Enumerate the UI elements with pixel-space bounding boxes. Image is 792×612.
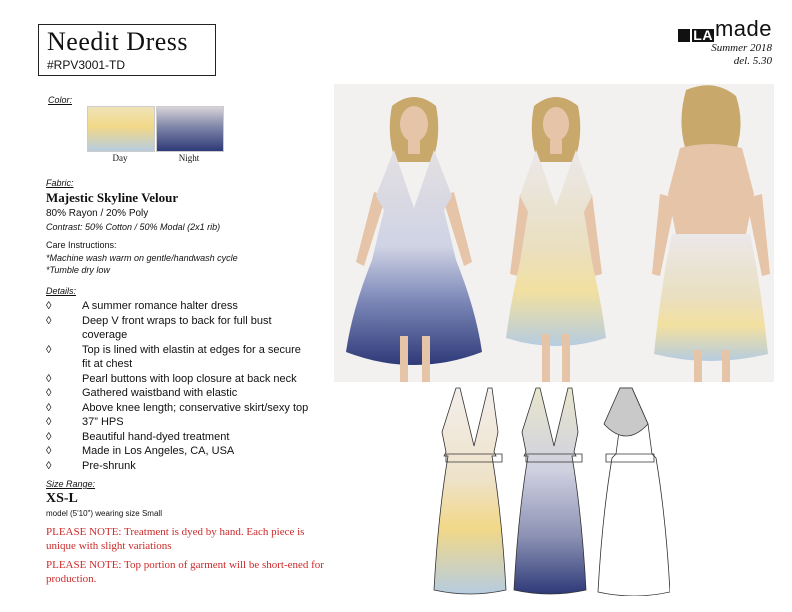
fabric-name: Majestic Skyline Velour	[46, 190, 179, 205]
detail-item	[46, 444, 336, 459]
detail-text: Gathered waistband with elastic	[82, 387, 238, 399]
brand-block	[678, 16, 772, 68]
swatch-day-label: Day	[112, 153, 128, 163]
swatch-day	[87, 106, 155, 152]
diamond-bullet-icon: ◊	[46, 300, 52, 312]
fabric-label: Fabric:	[46, 178, 74, 188]
diamond-bullet-icon: ◊	[46, 416, 52, 428]
logo-mark: LA	[693, 27, 713, 43]
fabric-composition: 80% Rayon / 20% Poly	[46, 208, 149, 219]
detail-item	[46, 314, 336, 343]
swatch-night	[156, 106, 224, 152]
flat-sketch-front-day	[434, 388, 506, 594]
logo-square-icon	[678, 29, 690, 42]
delivery-label: del. 5.30	[733, 55, 772, 67]
diamond-bullet-icon: ◊	[46, 372, 52, 385]
diamond-bullet-icon: ◊	[46, 445, 52, 457]
care-line: *Machine wash warm on gentle/handwash cycle	[46, 253, 238, 263]
detail-text: Made in Los Angeles, CA, USA	[82, 445, 235, 457]
detail-text: A summer romance halter dress	[82, 300, 238, 312]
color-label: Color:	[48, 95, 73, 105]
detail-item	[46, 415, 336, 430]
detail-item	[46, 401, 336, 416]
style-number: #RPV3001-TD	[47, 58, 126, 72]
detail-item	[46, 372, 336, 387]
care-line: *Tumble dry low	[46, 265, 110, 275]
model-photo-front-day	[506, 97, 606, 382]
diamond-bullet-icon: ◊	[46, 459, 52, 472]
diamond-bullet-icon: ◊	[46, 387, 52, 399]
diamond-bullet-icon: ◊	[46, 314, 52, 327]
detail-text: Above knee length; conservative skirt/sexy top	[82, 401, 309, 414]
flat-sketch-back	[598, 388, 670, 596]
flat-sketches	[430, 384, 670, 596]
detail-item	[46, 459, 336, 474]
diamond-bullet-icon: ◊	[46, 401, 52, 414]
flat-sketches-graphic	[430, 384, 670, 596]
size-range: XS-L	[46, 491, 78, 506]
detail-text: Deep V front wraps to back for full bust coverage	[82, 314, 272, 341]
detail-item	[46, 299, 336, 314]
title-box	[38, 24, 216, 76]
production-note: PLEASE NOTE: Top portion of garment will be short-ened for production.	[46, 559, 324, 585]
detail-text: Pre-shrunk	[82, 459, 136, 472]
season-label: Summer 2018	[711, 42, 772, 54]
details-label: Details:	[46, 286, 77, 296]
fabric-contrast: Contrast: 50% Cotton / 50% Modal (2x1 rib)	[46, 222, 221, 232]
size-range-label: Size Range:	[46, 479, 96, 489]
model-photo-back-day	[652, 85, 770, 382]
detail-item	[46, 430, 336, 445]
diamond-bullet-icon: ◊	[46, 343, 52, 356]
care-label: Care Instructions:	[46, 240, 117, 250]
detail-item	[46, 386, 336, 401]
production-note: PLEASE NOTE: Treatment is dyed by hand. Each piece is unique with slight variations	[46, 526, 305, 552]
model-photo-strip	[334, 84, 774, 382]
detail-text: Top is lined with elastin at edges for a secure fit at chest	[82, 343, 301, 370]
diamond-bullet-icon: ◊	[46, 430, 52, 443]
logo-text: made	[714, 16, 772, 41]
swatch-night-label: Night	[178, 153, 200, 163]
detail-text: 37” HPS	[82, 416, 124, 428]
model-photo-front-night	[346, 97, 482, 382]
model-size-note: model (5'10") wearing size Small	[46, 509, 162, 518]
details-list	[46, 299, 336, 473]
model-photos-graphic	[334, 84, 774, 382]
detail-text: Beautiful hand-dyed treatment	[82, 430, 230, 443]
flat-sketch-front-night	[514, 388, 586, 594]
detail-item	[46, 343, 336, 372]
brand-logo	[678, 16, 772, 42]
page-title: Needit Dress	[47, 27, 189, 56]
detail-text: Pearl buttons with loop closure at back neck	[82, 372, 297, 385]
